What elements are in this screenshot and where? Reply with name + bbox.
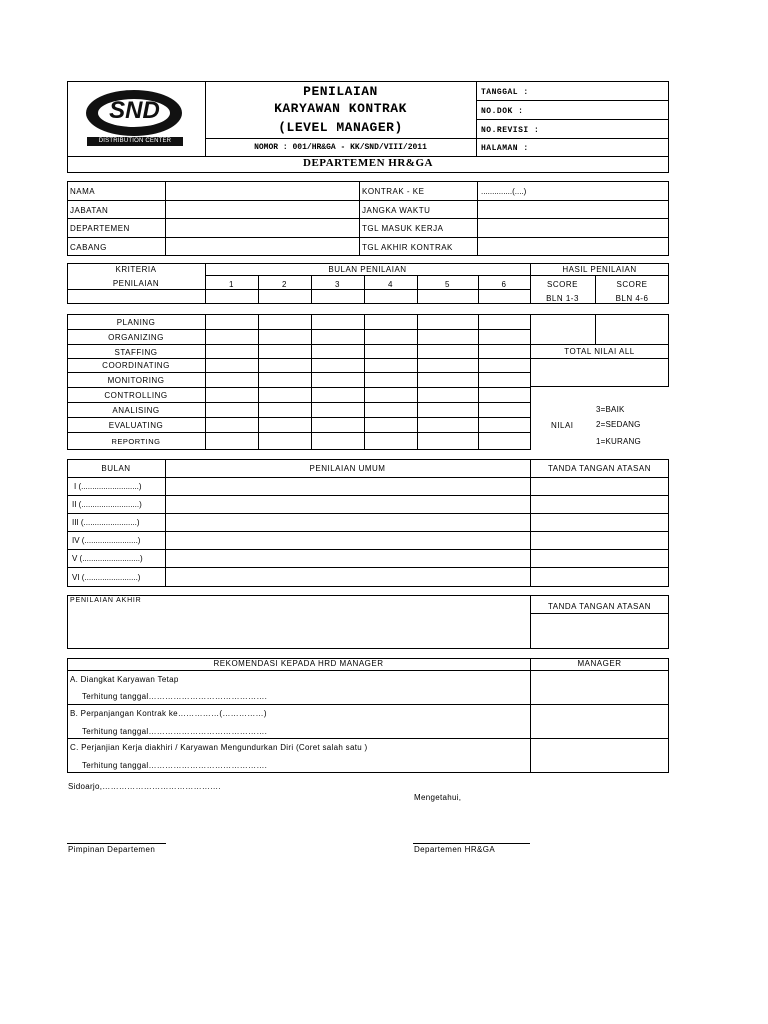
scale-sedang: 2=SEDANG bbox=[596, 420, 641, 429]
label-tgl-masuk: TGL MASUK KERJA bbox=[362, 224, 444, 233]
title-line-1: PENILAIAN bbox=[303, 84, 378, 99]
hasil-penilaian-header: HASIL PENILAIAN bbox=[562, 265, 637, 274]
label-tgl-akhir: TGL AKHIR KONTRAK bbox=[362, 243, 453, 252]
recommendation-option-c[interactable]: C. Perjanjian Kerja diakhiri / Karyawan Mengundurkan Diri (Coret salah satu ) bbox=[70, 743, 368, 752]
criteria-col-kriteria: KRITERIA bbox=[115, 265, 157, 274]
general-month-6: VI (........................) bbox=[72, 573, 141, 582]
recommendation-date-b: Terhitung tanggal……………………………………. bbox=[82, 727, 268, 736]
logo-text: SND bbox=[109, 97, 160, 124]
field-tgl-akhir[interactable] bbox=[478, 238, 668, 255]
month-1: 1 bbox=[229, 280, 234, 289]
criterion-staffing: STAFFING bbox=[114, 348, 158, 357]
recommendation-date-a: Terhitung tanggal……………………………………. bbox=[82, 692, 268, 701]
month-2: 2 bbox=[282, 280, 287, 289]
label-kontrak-ke: KONTRAK - KE bbox=[362, 187, 425, 196]
signatory-left: Pimpinan Departemen bbox=[68, 845, 156, 854]
general-month-1: I (..........................) bbox=[74, 482, 142, 491]
mengetahui-label: Mengetahui, bbox=[414, 793, 462, 802]
criterion-monitoring: MONITORING bbox=[107, 376, 165, 385]
field-kontrak-ke[interactable]: ..............(....) bbox=[481, 187, 527, 196]
field-nama[interactable] bbox=[166, 182, 358, 199]
criterion-coordinating: COORDINATING bbox=[102, 361, 170, 370]
general-month-3: III (........................) bbox=[72, 518, 140, 527]
total-nilai-label: TOTAL NILAI ALL bbox=[564, 347, 635, 356]
criterion-analising: ANALISING bbox=[112, 406, 160, 415]
meta-tanggal: TANGGAL : bbox=[481, 88, 529, 97]
score-1-range: BLN 1-3 bbox=[546, 294, 579, 303]
field-jangka-waktu[interactable] bbox=[478, 201, 668, 217]
final-tanda-tangan-label: TANDA TANGAN ATASAN bbox=[548, 602, 651, 611]
meta-no-revisi: NO.REVISI : bbox=[481, 126, 540, 135]
recommendation-date-c: Terhitung tanggal……………………………………. bbox=[82, 761, 268, 770]
title-line-3: (LEVEL MANAGER) bbox=[278, 120, 403, 135]
score-2-range: BLN 4-6 bbox=[615, 294, 649, 303]
general-month-4: IV (........................) bbox=[72, 536, 141, 545]
signatory-right: Departemen HR&GA bbox=[414, 845, 496, 854]
field-tgl-masuk[interactable] bbox=[478, 219, 668, 236]
general-col-penilaian-umum: PENILAIAN UMUM bbox=[309, 464, 386, 473]
company-logo bbox=[82, 89, 187, 147]
month-4: 4 bbox=[388, 280, 393, 289]
criteria-col-penilaian: PENILAIAN bbox=[112, 279, 160, 288]
month-3: 3 bbox=[335, 280, 340, 289]
recommendation-option-a[interactable]: A. Diangkat Karyawan Tetap bbox=[70, 675, 179, 684]
title-line-2: KARYAWAN KONTRAK bbox=[274, 101, 407, 116]
criterion-organizing: ORGANIZING bbox=[108, 333, 164, 342]
meta-no-dok: NO.DOK : bbox=[481, 107, 524, 116]
field-departemen[interactable] bbox=[166, 219, 358, 236]
field-cabang[interactable] bbox=[166, 238, 358, 255]
general-col-bulan: BULAN bbox=[101, 464, 131, 473]
criterion-evaluating: EVALUATING bbox=[108, 421, 164, 430]
signature-line-left bbox=[67, 843, 166, 844]
general-month-2: II (..........................) bbox=[72, 500, 142, 509]
recommendation-manager: MANAGER bbox=[577, 659, 622, 668]
general-col-tanda-tangan: TANDA TANGAN ATASAN bbox=[548, 464, 651, 473]
recommendation-option-b[interactable]: B. Perpanjangan Kontrak ke……………(……………) bbox=[70, 709, 267, 718]
label-jabatan: JABATAN bbox=[70, 206, 109, 215]
criterion-reporting: REPORTING bbox=[111, 437, 161, 446]
month-5: 5 bbox=[445, 280, 450, 289]
final-assessment-field[interactable] bbox=[68, 608, 529, 648]
label-jangka-waktu: JANGKA WAKTU bbox=[362, 206, 431, 215]
bulan-penilaian-header: BULAN PENILAIAN bbox=[328, 265, 407, 274]
month-6: 6 bbox=[501, 280, 507, 289]
criterion-planing: PLANING bbox=[116, 318, 156, 327]
label-departemen: DEPARTEMEN bbox=[70, 224, 130, 233]
document-number: NOMOR : 001/HR&GA - KK/SND/VIII/2011 bbox=[254, 143, 427, 152]
scale-baik: 3=BAIK bbox=[596, 405, 625, 414]
score-1-label: SCORE bbox=[547, 280, 578, 289]
label-cabang: CABANG bbox=[70, 243, 107, 252]
department-title: DEPARTEMEN HR&GA bbox=[303, 157, 433, 169]
final-assessment-label: PENILAIAN AKHIR bbox=[70, 597, 142, 604]
signature-line-right bbox=[413, 843, 530, 844]
general-month-5: V (..........................) bbox=[72, 554, 143, 563]
meta-halaman: HALAMAN : bbox=[481, 144, 529, 153]
scale-kurang: 1=KURANG bbox=[596, 437, 641, 446]
label-nama: NAMA bbox=[70, 187, 96, 196]
logo-subtext: DISTRIBUTION CENTER bbox=[98, 138, 172, 144]
recommendation-header: REKOMENDASI KEPADA HRD MANAGER bbox=[213, 659, 384, 668]
score-2-label: SCORE bbox=[616, 280, 648, 289]
nilai-label: NILAI bbox=[551, 421, 574, 430]
field-jabatan[interactable] bbox=[166, 201, 358, 217]
criterion-controlling: CONTROLLING bbox=[104, 391, 168, 400]
place-date: Sidoarjo,……………………………………. bbox=[68, 782, 221, 791]
